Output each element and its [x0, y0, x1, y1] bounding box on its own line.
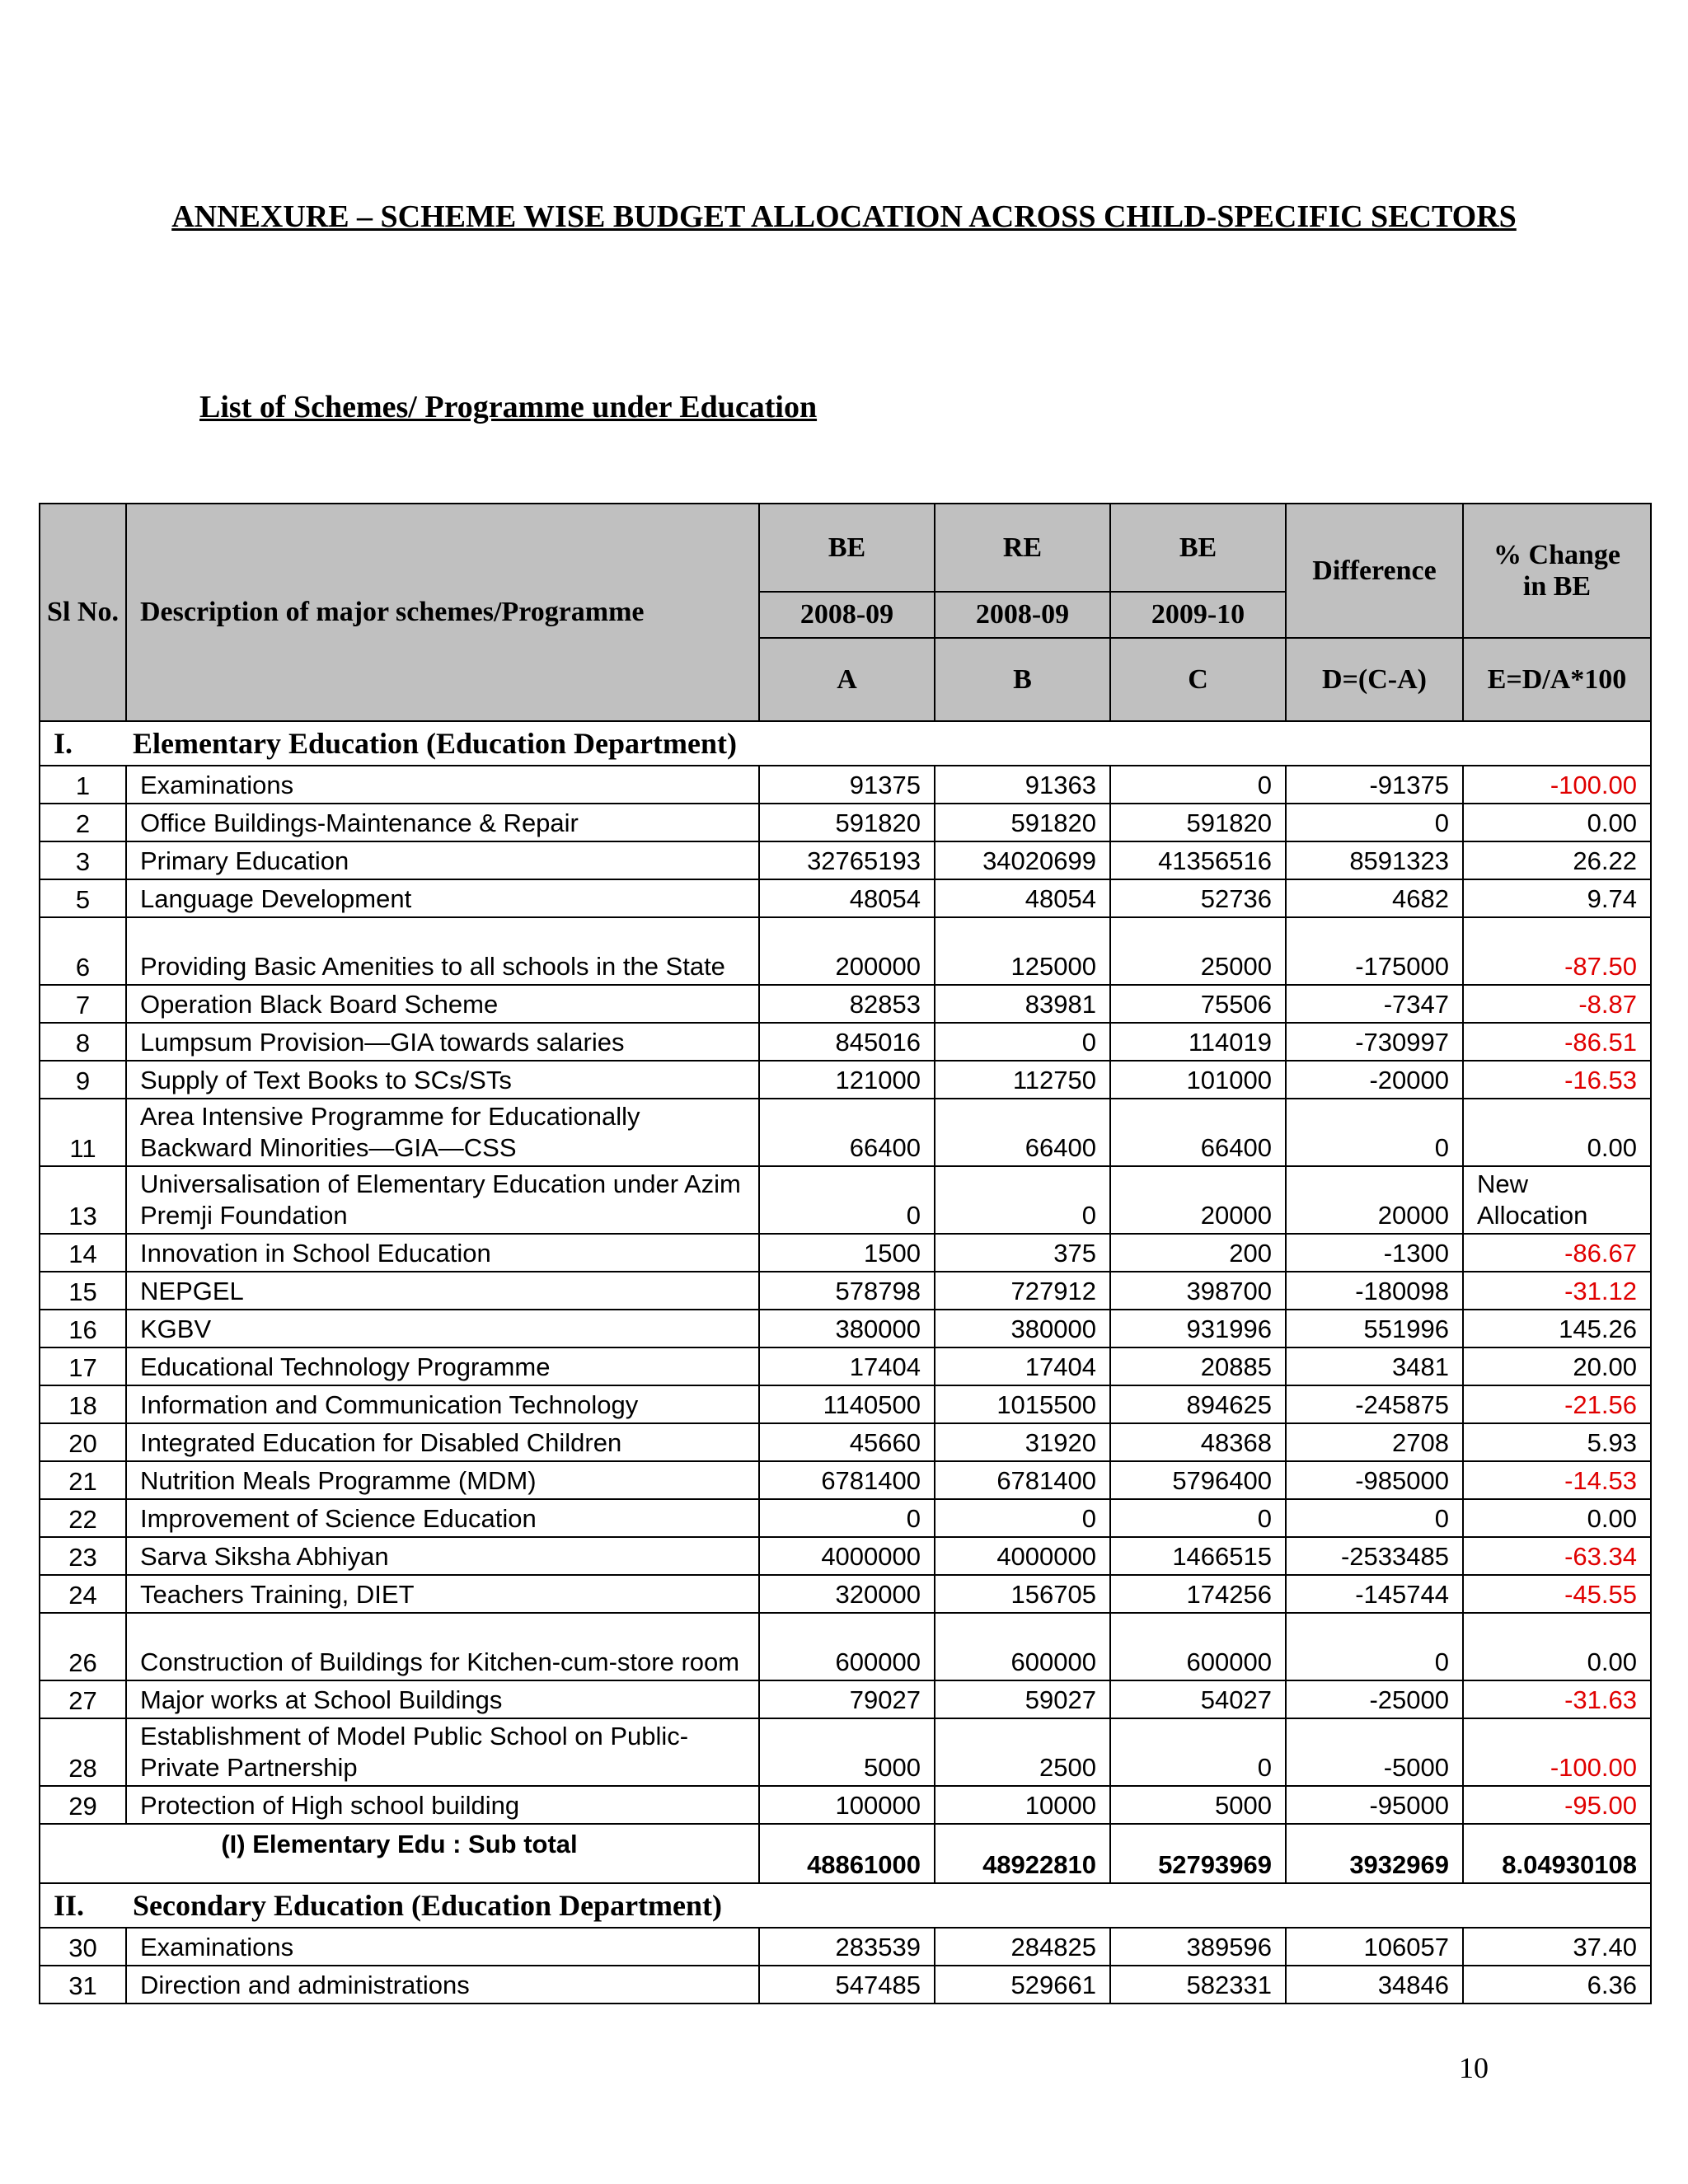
scheme-description: Providing Basic Amenities to all schools in the State: [126, 917, 759, 985]
subtotal-row: [40, 1824, 1651, 1883]
value-c: 48368: [1110, 1423, 1286, 1461]
header-re: RE: [935, 504, 1110, 592]
value-d: -95000: [1286, 1786, 1463, 1824]
value-d: -2533485: [1286, 1537, 1463, 1575]
value-d: 20000: [1286, 1166, 1463, 1234]
scheme-description: Sarva Siksha Abhiyan: [126, 1537, 759, 1575]
value-b: 380000: [935, 1310, 1110, 1347]
value-b: 59027: [935, 1680, 1110, 1718]
value-a: 32765193: [759, 841, 935, 879]
table-row: [40, 879, 1651, 917]
scheme-description: Nutrition Meals Programme (MDM): [126, 1461, 759, 1499]
value-a: 4000000: [759, 1537, 935, 1575]
value-c: 66400: [1110, 1099, 1286, 1166]
pct-change: 0.00: [1463, 804, 1651, 841]
value-c: 25000: [1110, 917, 1286, 985]
scheme-description: Improvement of Science Education: [126, 1499, 759, 1537]
subtotal-c: 52793969: [1110, 1824, 1286, 1883]
scheme-description: Universalisation of Elementary Education under Azim Premji Foundation: [126, 1166, 759, 1234]
table-row: [40, 1928, 1651, 1966]
value-b: 1015500: [935, 1385, 1110, 1423]
table-row: [40, 1310, 1651, 1347]
table-row: [40, 1537, 1651, 1575]
value-b: 0: [935, 1499, 1110, 1537]
subtotal-a: 48861000: [759, 1824, 935, 1883]
pct-change: 37.40: [1463, 1928, 1651, 1966]
value-c: 931996: [1110, 1310, 1286, 1347]
value-a: 82853: [759, 985, 935, 1023]
table-row: [40, 1575, 1651, 1613]
value-a: 79027: [759, 1680, 935, 1718]
pct-change: -31.63: [1463, 1680, 1651, 1718]
sl-number: 2: [40, 804, 126, 841]
section-title: Secondary Education (Education Department): [133, 1889, 723, 1922]
section-header: [40, 1883, 1651, 1928]
table-row: [40, 1061, 1651, 1099]
scheme-description: Lumpsum Provision—GIA towards salaries: [126, 1023, 759, 1061]
table-row: [40, 841, 1651, 879]
value-a: 6781400: [759, 1461, 935, 1499]
value-d: -145744: [1286, 1575, 1463, 1613]
sl-number: 7: [40, 985, 126, 1023]
pct-change: 145.26: [1463, 1310, 1651, 1347]
value-b: 66400: [935, 1099, 1110, 1166]
sl-number: 18: [40, 1385, 126, 1423]
value-c: 0: [1110, 766, 1286, 804]
table-row: [40, 1099, 1651, 1166]
table-row: [40, 985, 1651, 1023]
value-a: 591820: [759, 804, 935, 841]
header-sl: Sl No.: [40, 504, 126, 721]
value-b: 10000: [935, 1786, 1110, 1824]
pct-change: 0.00: [1463, 1099, 1651, 1166]
table-row: [40, 917, 1651, 985]
sl-number: 30: [40, 1928, 126, 1966]
subtotal-b: 48922810: [935, 1824, 1110, 1883]
scheme-description: Examinations: [126, 766, 759, 804]
value-d: -245875: [1286, 1385, 1463, 1423]
sl-number: 20: [40, 1423, 126, 1461]
sl-number: 26: [40, 1613, 126, 1680]
value-a: 0: [759, 1166, 935, 1234]
scheme-description: Innovation in School Education: [126, 1234, 759, 1272]
value-a: 121000: [759, 1061, 935, 1099]
value-a: 48054: [759, 879, 935, 917]
section-number: I.: [54, 727, 73, 760]
scheme-description: Area Intensive Programme for Educationally Backward Minorities—GIA—CSS: [126, 1099, 759, 1166]
value-c: 114019: [1110, 1023, 1286, 1061]
table-row: [40, 1234, 1651, 1272]
header-difference: Difference: [1286, 504, 1463, 638]
table-row: [40, 1786, 1651, 1824]
scheme-description: Construction of Buildings for Kitchen-cum-store room: [126, 1613, 759, 1680]
value-b: 125000: [935, 917, 1110, 985]
scheme-description: Teachers Training, DIET: [126, 1575, 759, 1613]
section-number: II.: [54, 1889, 85, 1922]
header-be-1: BE: [759, 504, 935, 592]
scheme-description: Establishment of Model Public School on Public-Private Partnership: [126, 1718, 759, 1786]
value-a: 578798: [759, 1272, 935, 1310]
table-row: [40, 1423, 1651, 1461]
value-c: 101000: [1110, 1061, 1286, 1099]
pct-change: 0.00: [1463, 1499, 1651, 1537]
scheme-description: Information and Communication Technology: [126, 1385, 759, 1423]
table-row: [40, 1272, 1651, 1310]
value-a: 45660: [759, 1423, 935, 1461]
value-b: 2500: [935, 1718, 1110, 1786]
value-a: 91375: [759, 766, 935, 804]
value-c: 41356516: [1110, 841, 1286, 879]
value-d: -985000: [1286, 1461, 1463, 1499]
pct-change: 26.22: [1463, 841, 1651, 879]
value-b: 112750: [935, 1061, 1110, 1099]
value-c: 200: [1110, 1234, 1286, 1272]
sl-number: 28: [40, 1718, 126, 1786]
value-d: -91375: [1286, 766, 1463, 804]
value-c: 5796400: [1110, 1461, 1286, 1499]
value-b: 48054: [935, 879, 1110, 917]
pct-change: -14.53: [1463, 1461, 1651, 1499]
header-col-c: C: [1110, 638, 1286, 721]
page-number: 10: [1459, 2051, 1489, 2084]
value-d: 0: [1286, 1613, 1463, 1680]
sl-number: 9: [40, 1061, 126, 1099]
sl-number: 1: [40, 766, 126, 804]
pct-change: -63.34: [1463, 1537, 1651, 1575]
pct-change: 6.36: [1463, 1966, 1651, 2004]
value-b: 0: [935, 1023, 1110, 1061]
value-b: 0: [935, 1166, 1110, 1234]
scheme-description: Primary Education: [126, 841, 759, 879]
section-title: Elementary Education (Education Department): [133, 727, 737, 760]
value-c: 398700: [1110, 1272, 1286, 1310]
value-d: -175000: [1286, 917, 1463, 985]
subtotal-label: (I) Elementary Edu : Sub total: [40, 1824, 759, 1883]
value-c: 75506: [1110, 985, 1286, 1023]
pct-change: -87.50: [1463, 917, 1651, 985]
header-description: Description of major schemes/Programme: [126, 504, 759, 721]
value-d: -180098: [1286, 1272, 1463, 1310]
value-d: 0: [1286, 804, 1463, 841]
sl-number: 22: [40, 1499, 126, 1537]
sl-number: 3: [40, 841, 126, 879]
value-c: 20000: [1110, 1166, 1286, 1234]
pct-change: -21.56: [1463, 1385, 1651, 1423]
value-c: 54027: [1110, 1680, 1286, 1718]
value-c: 389596: [1110, 1928, 1286, 1966]
value-a: 0: [759, 1499, 935, 1537]
sl-number: 27: [40, 1680, 126, 1718]
section-subtitle: List of Schemes/ Programme under Education: [199, 390, 818, 424]
value-d: -25000: [1286, 1680, 1463, 1718]
scheme-description: NEPGEL: [126, 1272, 759, 1310]
value-d: 3481: [1286, 1347, 1463, 1385]
page-title: ANNEXURE – SCHEME WISE BUDGET ALLOCATION ACROSS CHILD-SPECIFIC SECTORS: [171, 199, 1517, 234]
sl-number: 14: [40, 1234, 126, 1272]
sl-number: 31: [40, 1966, 126, 2004]
value-d: -5000: [1286, 1718, 1463, 1786]
value-a: 200000: [759, 917, 935, 985]
value-c: 0: [1110, 1718, 1286, 1786]
value-b: 31920: [935, 1423, 1110, 1461]
table-row: [40, 1613, 1651, 1680]
value-d: -1300: [1286, 1234, 1463, 1272]
value-b: 727912: [935, 1272, 1110, 1310]
sl-number: 29: [40, 1786, 126, 1824]
scheme-description: Protection of High school building: [126, 1786, 759, 1824]
table-row: [40, 1385, 1651, 1423]
sl-number: 6: [40, 917, 126, 985]
value-b: 4000000: [935, 1537, 1110, 1575]
scheme-description: Educational Technology Programme: [126, 1347, 759, 1385]
pct-change: -100.00: [1463, 1718, 1651, 1786]
value-a: 5000: [759, 1718, 935, 1786]
value-c: 5000: [1110, 1786, 1286, 1824]
subtotal-e: 8.04930108: [1463, 1824, 1651, 1883]
pct-change: -86.51: [1463, 1023, 1651, 1061]
scheme-description: Supply of Text Books to SCs/STs: [126, 1061, 759, 1099]
pct-change: -45.55: [1463, 1575, 1651, 1613]
value-c: 582331: [1110, 1966, 1286, 2004]
table-row: [40, 1966, 1651, 2004]
sl-number: 13: [40, 1166, 126, 1234]
value-a: 320000: [759, 1575, 935, 1613]
header-pct-change: % Change in BE: [1463, 504, 1651, 638]
value-b: 91363: [935, 766, 1110, 804]
value-b: 17404: [935, 1347, 1110, 1385]
value-a: 1500: [759, 1234, 935, 1272]
sl-number: 15: [40, 1272, 126, 1310]
table-row: [40, 1680, 1651, 1718]
pct-change: -8.87: [1463, 985, 1651, 1023]
table-row: [40, 1166, 1651, 1234]
header-year-c: 2009-10: [1110, 592, 1286, 638]
pct-change: 20.00: [1463, 1347, 1651, 1385]
scheme-description: Integrated Education for Disabled Children: [126, 1423, 759, 1461]
value-d: 4682: [1286, 879, 1463, 917]
value-c: 174256: [1110, 1575, 1286, 1613]
value-b: 529661: [935, 1966, 1110, 2004]
table-row: [40, 804, 1651, 841]
value-d: 0: [1286, 1099, 1463, 1166]
pct-change: 0.00: [1463, 1613, 1651, 1680]
pct-change: -95.00: [1463, 1786, 1651, 1824]
pct-change: -86.67: [1463, 1234, 1651, 1272]
value-d: 8591323: [1286, 841, 1463, 879]
value-b: 375: [935, 1234, 1110, 1272]
value-d: 551996: [1286, 1310, 1463, 1347]
value-a: 17404: [759, 1347, 935, 1385]
value-a: 600000: [759, 1613, 935, 1680]
value-d: -730997: [1286, 1023, 1463, 1061]
value-b: 34020699: [935, 841, 1110, 879]
sl-number: 24: [40, 1575, 126, 1613]
header-col-a: A: [759, 638, 935, 721]
header-col-d: D=(C-A): [1286, 638, 1463, 721]
header-col-e: E=D/A*100: [1463, 638, 1651, 721]
value-a: 100000: [759, 1786, 935, 1824]
pct-change: 9.74: [1463, 879, 1651, 917]
value-d: -20000: [1286, 1061, 1463, 1099]
value-c: 52736: [1110, 879, 1286, 917]
value-a: 1140500: [759, 1385, 935, 1423]
value-c: 600000: [1110, 1613, 1286, 1680]
subtotal-d: 3932969: [1286, 1824, 1463, 1883]
scheme-description: Major works at School Buildings: [126, 1680, 759, 1718]
sl-number: 23: [40, 1537, 126, 1575]
sl-number: 16: [40, 1310, 126, 1347]
sl-number: 21: [40, 1461, 126, 1499]
value-a: 283539: [759, 1928, 935, 1966]
value-b: 600000: [935, 1613, 1110, 1680]
table-row: [40, 1347, 1651, 1385]
sl-number: 5: [40, 879, 126, 917]
scheme-description: Direction and administrations: [126, 1966, 759, 2004]
table-row: [40, 1461, 1651, 1499]
section-header: [40, 721, 1651, 766]
value-d: 106057: [1286, 1928, 1463, 1966]
header-be-2: BE: [1110, 504, 1286, 592]
pct-change: 5.93: [1463, 1423, 1651, 1461]
value-c: 20885: [1110, 1347, 1286, 1385]
value-a: 66400: [759, 1099, 935, 1166]
scheme-description: Examinations: [126, 1928, 759, 1966]
value-b: 591820: [935, 804, 1110, 841]
value-b: 6781400: [935, 1461, 1110, 1499]
value-d: 2708: [1286, 1423, 1463, 1461]
budget-table: [39, 503, 1652, 2004]
value-b: 83981: [935, 985, 1110, 1023]
table-row: [40, 766, 1651, 804]
sl-number: 11: [40, 1099, 126, 1166]
value-a: 547485: [759, 1966, 935, 2004]
value-a: 845016: [759, 1023, 935, 1061]
scheme-description: Office Buildings-Maintenance & Repair: [126, 804, 759, 841]
header-col-b: B: [935, 638, 1110, 721]
scheme-description: KGBV: [126, 1310, 759, 1347]
pct-change: -100.00: [1463, 766, 1651, 804]
sl-number: 8: [40, 1023, 126, 1061]
pct-change: -31.12: [1463, 1272, 1651, 1310]
pct-change: -16.53: [1463, 1061, 1651, 1099]
header-year-a: 2008-09: [759, 592, 935, 638]
value-c: 894625: [1110, 1385, 1286, 1423]
value-d: 0: [1286, 1499, 1463, 1537]
value-c: 1466515: [1110, 1537, 1286, 1575]
pct-change: New Allocation: [1463, 1166, 1651, 1234]
value-b: 156705: [935, 1575, 1110, 1613]
table-row: [40, 1023, 1651, 1061]
table-row: [40, 1499, 1651, 1537]
value-c: 0: [1110, 1499, 1286, 1537]
scheme-description: Language Development: [126, 879, 759, 917]
scheme-description: Operation Black Board Scheme: [126, 985, 759, 1023]
sl-number: 17: [40, 1347, 126, 1385]
value-c: 591820: [1110, 804, 1286, 841]
value-a: 380000: [759, 1310, 935, 1347]
table-row: [40, 1718, 1651, 1786]
header-year-b: 2008-09: [935, 592, 1110, 638]
value-d: -7347: [1286, 985, 1463, 1023]
value-b: 284825: [935, 1928, 1110, 1966]
value-d: 34846: [1286, 1966, 1463, 2004]
